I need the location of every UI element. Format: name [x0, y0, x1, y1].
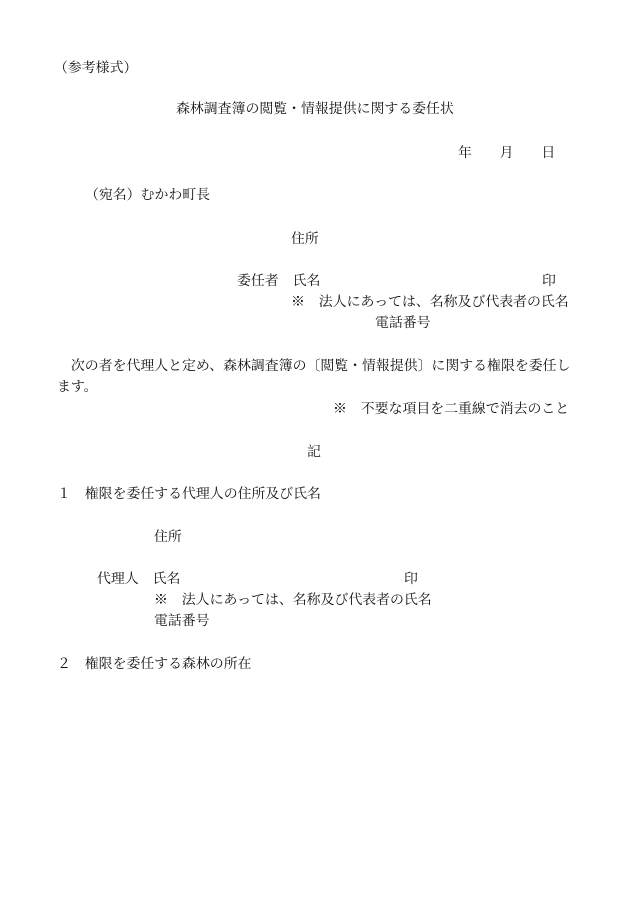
principal-phone-label: 電話番号: [375, 315, 431, 331]
ki-heading: 記: [307, 444, 321, 460]
item-2-heading: ２ 権限を委任する森林の所在: [57, 656, 252, 672]
body-line-2: ます。: [57, 379, 98, 395]
principal-name-label: 委任者 氏名: [237, 273, 321, 289]
agent-seal-mark: 印: [404, 571, 418, 587]
agent-phone-label: 電話番号: [154, 613, 210, 629]
form-label: （参考様式）: [54, 60, 138, 76]
document-title: 森林調査簿の閲覧・情報提供に関する委任状: [176, 101, 454, 117]
item-1-heading: １ 権限を委任する代理人の住所及び氏名: [57, 486, 321, 502]
agent-address-label: 住所: [154, 529, 182, 545]
principal-seal-mark: 印: [542, 273, 556, 289]
agent-name-label: 代理人 氏名: [97, 571, 181, 587]
date-line: 年 月 日: [458, 145, 556, 161]
body-line-1: 次の者を代理人と定め、森林調査簿の〔閲覧・情報提供〕に関する権限を委任し: [57, 358, 571, 374]
principal-corporate-note: ※ 法人にあっては、名称及び代表者の氏名: [291, 294, 569, 310]
principal-address-label: 住所: [291, 231, 319, 247]
strike-note: ※ 不要な項目を二重線で消去のこと: [333, 401, 570, 417]
agent-corporate-note: ※ 法人にあっては、名称及び代表者の氏名: [154, 592, 432, 608]
addressee: （宛名）むかわ町長: [85, 187, 211, 203]
